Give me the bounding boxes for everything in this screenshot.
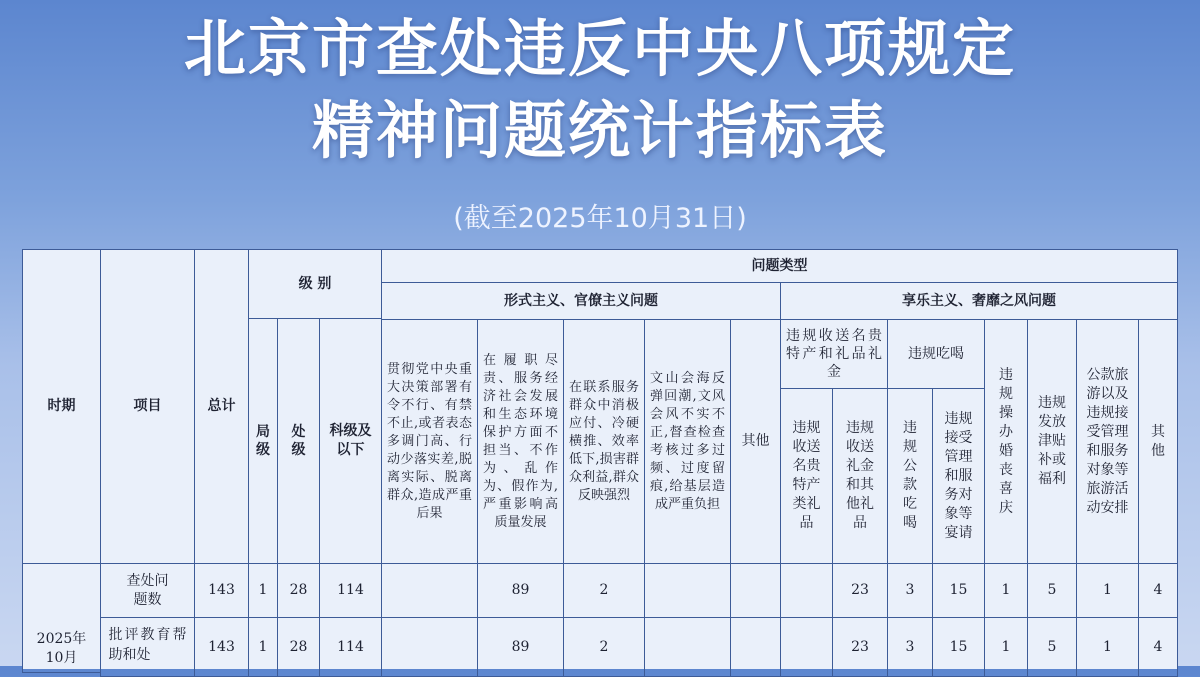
row-1-dining-b: 15 (932, 563, 985, 618)
header-section: 科级及以下 (329, 423, 372, 458)
header-travel: 公款旅游以及违规接受管理和服务对象等旅游活动安排 (1086, 366, 1129, 516)
title-line-1: 北京市查处违反中央八项规定 (183, 12, 1016, 85)
row-2-travel: 1 (1076, 617, 1139, 677)
row-1-wedding: 1 (984, 563, 1028, 618)
header-hedonism: 享乐主义、奢靡之风问题 (780, 282, 1178, 320)
header-dining-b: 违规接受管理和服务对象等宴请 (944, 410, 973, 541)
row-2-allowance: 5 (1027, 617, 1077, 677)
header-f2: 在履职尽责、服务经济社会发展和生态环境保护方面不担当、不作为、乱作为、假作为,严重影响高质量发展 (477, 319, 564, 564)
subtitle-date: (截至2025年10月31日) (453, 203, 747, 234)
row-1-travel: 1 (1076, 563, 1139, 618)
header-item: 项目 (100, 249, 195, 564)
header-allowance: 违规发放津贴补或福利 (1038, 395, 1066, 487)
title-line-2: 精神问题统计指标表 (311, 94, 888, 167)
header-wedding: 违规操办婚丧喜庆 (999, 366, 1013, 516)
header-f-other: 其他 (730, 319, 781, 564)
header-f4: 文山会海反弹回潮,文风会风不实不正,督查检查考核过多过频、过度留痕,给基层造成严重负担 (644, 319, 731, 564)
row-2-dining-a: 3 (887, 617, 933, 677)
row-2-f3: 2 (563, 617, 645, 677)
header-division: 处级 (291, 424, 306, 458)
header-gift-b: 违规收送礼金和其他礼品 (846, 420, 874, 531)
row-2-f-other (730, 617, 781, 677)
header-bureau: 局级 (256, 424, 270, 458)
row-2-wedding: 1 (984, 617, 1028, 677)
header-dining-group: 违规吃喝 (887, 319, 985, 389)
row-1-gift-b: 23 (832, 563, 888, 618)
header-formalism: 形式主义、官僚主义问题 (381, 282, 781, 320)
statistics-table (22, 249, 1178, 669)
header-f1: 贯彻党中央重大决策部署有令不行、有禁不止,或者表态多调门高、行动少落实差,脱离实际、脱离群众,造成严重后果 (381, 319, 478, 564)
row-1-total: 143 (194, 563, 249, 618)
row-2-dining-b: 15 (932, 617, 985, 677)
row-2-f2: 89 (477, 617, 564, 677)
period-value: 2025年10月 (36, 631, 87, 666)
row-2-section: 114 (319, 617, 382, 677)
row-2-gift-b: 23 (832, 617, 888, 677)
header-level: 级 别 (248, 249, 382, 319)
row-1-division: 28 (277, 563, 320, 618)
row-1-item: 查处问题数 (126, 572, 169, 608)
row-2-bureau: 1 (248, 617, 278, 677)
header-period: 时期 (22, 249, 101, 564)
row-2-item: 批评教育帮助和处 (108, 627, 187, 663)
header-gift-a: 违规收送名贵特产类礼品 (792, 420, 821, 531)
row-2-f4 (644, 617, 731, 677)
header-h-other: 其他 (1151, 423, 1165, 459)
header-total: 总计 (194, 249, 249, 564)
header-f3: 在联系服务群众中消极应付、冷硬横推、效率低下,损害群众利益,群众反映强烈 (563, 319, 645, 564)
row-2-f1 (381, 617, 478, 677)
row-1-dining-a: 3 (887, 563, 933, 618)
header-issue-type: 问题类型 (381, 249, 1178, 283)
row-1-h-other: 4 (1138, 563, 1178, 618)
row-1-f2: 89 (477, 563, 564, 618)
row-1-f1 (381, 563, 478, 618)
row-1-f-other (730, 563, 781, 618)
row-1-section: 114 (319, 563, 382, 618)
row-2-division: 28 (277, 617, 320, 677)
row-2-total: 143 (194, 617, 249, 677)
header-dining-a: 违规公款吃喝 (903, 420, 917, 531)
row-2-h-other: 4 (1138, 617, 1178, 677)
period-cell (22, 563, 101, 673)
row-2-gift-a (780, 617, 833, 677)
row-1-f3: 2 (563, 563, 645, 618)
header-gift-group: 违规收送名贵特产和礼品礼金 (780, 319, 888, 389)
row-1-f4 (644, 563, 731, 618)
row-1-allowance: 5 (1027, 563, 1077, 618)
row-1-gift-a (780, 563, 833, 618)
row-1-bureau: 1 (248, 563, 278, 618)
